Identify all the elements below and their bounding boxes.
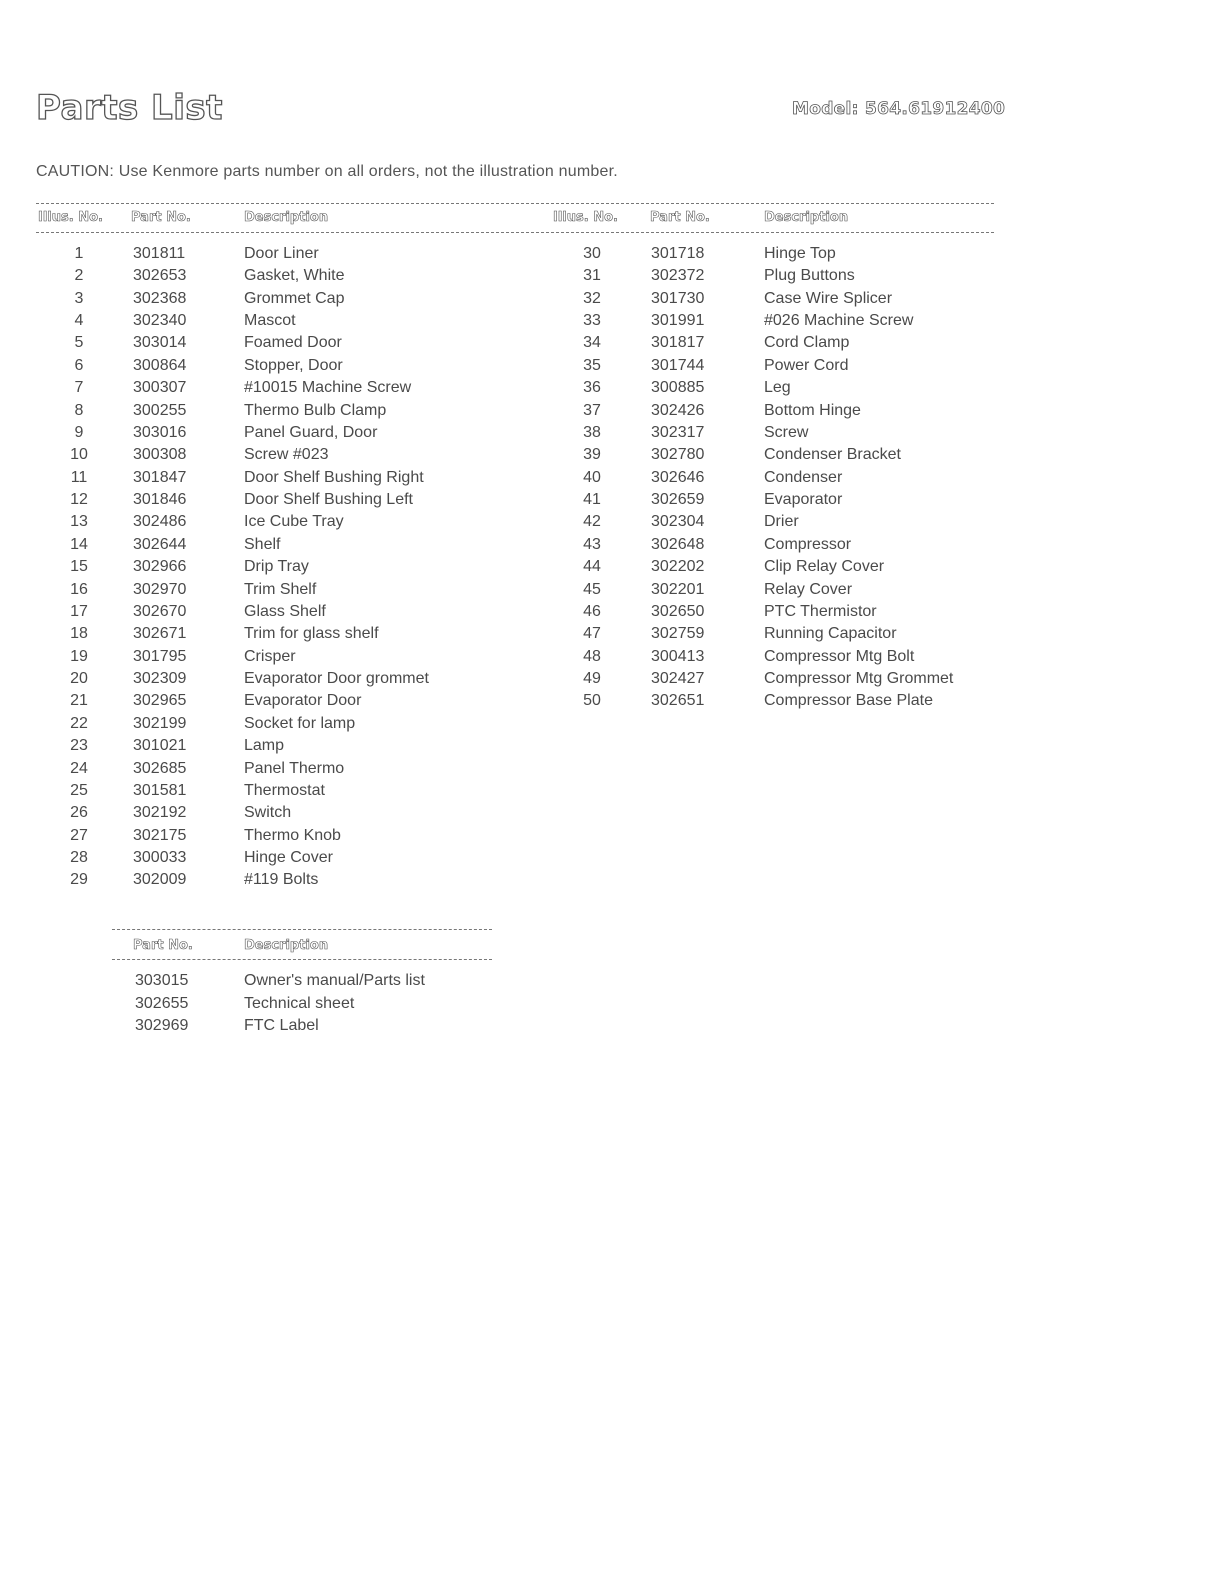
description-cell: Evaporator xyxy=(764,491,843,509)
illus-no-cell: 22 xyxy=(70,714,88,732)
description-cell: Grommet Cap xyxy=(244,289,345,307)
description-cell: Door Shelf Bushing Right xyxy=(244,468,424,486)
header-illus-no-left: Illus. No. xyxy=(38,210,103,225)
illus-no-cell: 36 xyxy=(583,379,601,397)
illus-no-cell: 25 xyxy=(70,781,88,799)
illus-no-cell: 20 xyxy=(70,670,88,688)
description-cell: Panel Guard, Door xyxy=(244,423,378,441)
part-no-cell: 301581 xyxy=(133,781,187,799)
description-cell: Compressor xyxy=(764,535,852,553)
part-no-cell: 303015 xyxy=(135,972,189,989)
header-part-no-left: Part No. xyxy=(131,210,191,225)
description-cell: Plug Buttons xyxy=(764,267,855,285)
part-no-cell: 300307 xyxy=(133,379,187,397)
part-no-cell: 302426 xyxy=(651,401,705,419)
header-part-no-right: Part No. xyxy=(650,210,710,225)
part-no-cell: 300413 xyxy=(651,647,705,665)
description-cell: Condenser Bracket xyxy=(764,446,901,464)
description-cell: Panel Thermo xyxy=(244,759,345,777)
part-no-cell: 302780 xyxy=(651,446,705,464)
description-cell: Evaporator Door grommet xyxy=(244,670,429,688)
description-cell: Gasket, White xyxy=(244,267,345,285)
description-cell: Running Capacitor xyxy=(764,625,897,643)
illus-no-cell: 35 xyxy=(583,356,601,374)
description-cell: Owner's manual/Parts list xyxy=(244,972,425,989)
part-no-cell: 302192 xyxy=(133,804,187,822)
illus-no-cell: 18 xyxy=(70,625,88,643)
description-cell: Door Shelf Bushing Left xyxy=(244,491,413,509)
description-cell: Compressor Mtg Grommet xyxy=(764,670,954,688)
description-cell: Drier xyxy=(764,513,799,531)
part-no-cell: 302646 xyxy=(651,468,705,486)
description-cell: Hinge Top xyxy=(764,245,836,262)
part-no-cell: 302175 xyxy=(133,826,187,844)
part-no-cell: 300885 xyxy=(651,379,705,397)
description-cell: Thermostat xyxy=(244,781,325,799)
illus-no-cell: 50 xyxy=(583,692,601,710)
illus-no-cell: 37 xyxy=(583,401,601,419)
part-no-cell: 301991 xyxy=(651,312,705,330)
description-cell: Technical sheet xyxy=(244,994,355,1012)
illus-no-cell: 40 xyxy=(583,468,601,486)
part-no-cell: 302966 xyxy=(133,558,187,576)
illus-no-cell: 8 xyxy=(74,401,84,419)
illus-no-cell: 4 xyxy=(74,312,84,330)
illus-no-cell: 28 xyxy=(70,848,88,866)
part-no-cell: 301817 xyxy=(651,334,705,352)
part-no-cell: 302648 xyxy=(651,535,705,553)
illus-no-cell: 16 xyxy=(70,580,88,598)
extras-top-rule xyxy=(112,929,492,930)
part-no-cell: 301730 xyxy=(651,289,705,307)
description-cell: Foamed Door xyxy=(244,334,342,352)
header-description-right: Description xyxy=(764,210,849,225)
description-cell: Lamp xyxy=(244,737,285,755)
part-no-cell: 302759 xyxy=(651,625,705,643)
description-cell: Switch xyxy=(244,804,292,822)
description-cell: Shelf xyxy=(244,535,281,553)
illus-no-cell: 6 xyxy=(74,356,84,374)
description-cell: #026 Machine Screw xyxy=(764,312,914,330)
illus-no-cell: 11 xyxy=(70,468,88,486)
extras-header-description: Description xyxy=(244,938,329,953)
part-no-cell: 302340 xyxy=(133,312,187,330)
illus-no-cell: 17 xyxy=(70,602,88,620)
part-no-cell: 303014 xyxy=(133,334,187,352)
part-no-cell: 300033 xyxy=(133,848,187,866)
illus-no-cell: 32 xyxy=(583,289,601,307)
illus-no-cell: 29 xyxy=(70,871,88,889)
illus-no-cell: 19 xyxy=(70,647,88,665)
header-description-left: Description xyxy=(244,210,329,225)
table-header-rule xyxy=(36,232,994,233)
description-cell: Clip Relay Cover xyxy=(764,558,885,576)
part-no-cell: 302486 xyxy=(133,513,187,531)
part-no-cell: 300255 xyxy=(133,401,187,419)
illus-no-cell: 43 xyxy=(583,535,601,553)
illus-no-cell: 7 xyxy=(74,379,84,397)
part-no-cell: 301744 xyxy=(651,356,705,374)
part-no-cell: 302644 xyxy=(133,535,187,553)
illus-no-cell: 38 xyxy=(583,423,601,441)
part-no-cell: 301846 xyxy=(133,491,187,509)
part-no-cell: 302201 xyxy=(651,580,705,598)
part-no-cell: 302685 xyxy=(133,759,187,777)
description-cell: Mascot xyxy=(244,312,296,330)
illus-no-cell: 33 xyxy=(583,312,601,330)
illus-no-cell: 42 xyxy=(583,513,601,531)
illus-no-cell: 30 xyxy=(583,245,601,262)
illus-no-cell: 21 xyxy=(70,692,88,710)
illus-no-cell: 45 xyxy=(583,580,601,598)
illus-no-cell: 27 xyxy=(70,826,88,844)
part-no-cell: 302651 xyxy=(651,692,705,710)
part-no-cell: 301718 xyxy=(651,245,705,262)
description-cell: Socket for lamp xyxy=(244,714,356,732)
illus-no-cell: 49 xyxy=(583,670,601,688)
illus-no-cell: 26 xyxy=(70,804,88,822)
description-cell: Relay Cover xyxy=(764,580,853,598)
description-cell: Screw #023 xyxy=(244,446,329,464)
model-number: Model: 564.61912400 xyxy=(792,99,1006,119)
description-cell: Compressor Mtg Bolt xyxy=(764,647,915,665)
description-cell: Compressor Base Plate xyxy=(764,692,933,710)
part-no-cell: 302670 xyxy=(133,602,187,620)
description-cell: Case Wire Splicer xyxy=(764,289,893,307)
caution-note: CAUTION: Use Kenmore parts number on all orders, not the illustration number. xyxy=(36,163,618,180)
part-no-cell: 302659 xyxy=(651,491,705,509)
description-cell: Leg xyxy=(764,379,791,397)
part-no-cell: 301811 xyxy=(133,245,186,262)
part-no-cell: 300864 xyxy=(133,356,187,374)
part-no-cell: 302650 xyxy=(651,602,705,620)
description-cell: Drip Tray xyxy=(244,558,309,576)
part-no-cell: 302317 xyxy=(651,423,705,441)
illus-no-cell: 13 xyxy=(70,513,88,531)
illus-no-cell: 5 xyxy=(74,334,84,352)
part-no-cell: 301795 xyxy=(133,647,187,665)
page-title: Parts List xyxy=(36,88,223,128)
extras-header-rule xyxy=(112,959,492,960)
illus-no-cell: 41 xyxy=(583,491,601,509)
illus-no-cell: 2 xyxy=(74,267,84,285)
part-no-cell: 302199 xyxy=(133,714,187,732)
part-no-cell: 302965 xyxy=(133,692,187,710)
part-no-cell: 301021 xyxy=(133,737,187,755)
description-cell: Stopper, Door xyxy=(244,356,343,374)
illus-no-cell: 34 xyxy=(583,334,601,352)
extras-header-part-no: Part No. xyxy=(133,938,193,953)
description-cell: Ice Cube Tray xyxy=(244,513,344,531)
part-no-cell: 302372 xyxy=(651,267,705,285)
part-no-cell: 302653 xyxy=(133,267,187,285)
part-no-cell: 302970 xyxy=(133,580,187,598)
description-cell: Evaporator Door xyxy=(244,692,362,710)
illus-no-cell: 24 xyxy=(70,759,88,777)
part-no-cell: 302671 xyxy=(133,625,187,643)
illus-no-cell: 9 xyxy=(74,423,84,441)
description-cell: Condenser xyxy=(764,468,843,486)
description-cell: Thermo Knob xyxy=(244,826,341,844)
part-no-cell: 302427 xyxy=(651,670,705,688)
part-no-cell: 303016 xyxy=(133,423,187,441)
description-cell: Thermo Bulb Clamp xyxy=(244,401,387,419)
illus-no-cell: 23 xyxy=(70,737,88,755)
illus-no-cell: 3 xyxy=(74,289,84,307)
illus-no-cell: 39 xyxy=(583,446,601,464)
description-cell: Screw xyxy=(764,423,809,441)
description-cell: Crisper xyxy=(244,647,296,665)
description-cell: Trim for glass shelf xyxy=(244,625,379,643)
illus-no-cell: 12 xyxy=(70,491,88,509)
table-top-rule xyxy=(36,203,994,204)
part-no-cell: 302655 xyxy=(135,994,189,1012)
illus-no-cell: 46 xyxy=(583,602,601,620)
description-cell: FTC Label xyxy=(244,1017,319,1034)
illus-no-cell: 44 xyxy=(583,558,601,576)
part-no-cell: 301847 xyxy=(133,468,187,486)
description-cell: Trim Shelf xyxy=(244,580,317,598)
header-illus-no-right: Illus. No. xyxy=(553,210,618,225)
description-cell: #10015 Machine Screw xyxy=(244,379,412,397)
part-no-cell: 302368 xyxy=(133,289,187,307)
description-cell: #119 Bolts xyxy=(244,871,319,889)
illus-no-cell: 47 xyxy=(583,625,601,643)
description-cell: Door Liner xyxy=(244,245,319,262)
description-cell: Cord Clamp xyxy=(764,334,850,352)
part-no-cell: 300308 xyxy=(133,446,187,464)
part-no-cell: 302304 xyxy=(651,513,705,531)
part-no-cell: 302309 xyxy=(133,670,187,688)
illus-no-cell: 10 xyxy=(70,446,88,464)
description-cell: Bottom Hinge xyxy=(764,401,861,419)
illus-no-cell: 1 xyxy=(74,245,84,262)
description-cell: Glass Shelf xyxy=(244,602,326,620)
part-no-cell: 302969 xyxy=(135,1017,189,1034)
part-no-cell: 302202 xyxy=(651,558,705,576)
illus-no-cell: 31 xyxy=(583,267,601,285)
description-cell: Hinge Cover xyxy=(244,848,333,866)
description-cell: Power Cord xyxy=(764,356,849,374)
illus-no-cell: 14 xyxy=(70,535,88,553)
description-cell: PTC Thermistor xyxy=(764,602,877,620)
illus-no-cell: 48 xyxy=(583,647,601,665)
part-no-cell: 302009 xyxy=(133,871,187,889)
illus-no-cell: 15 xyxy=(70,558,88,576)
